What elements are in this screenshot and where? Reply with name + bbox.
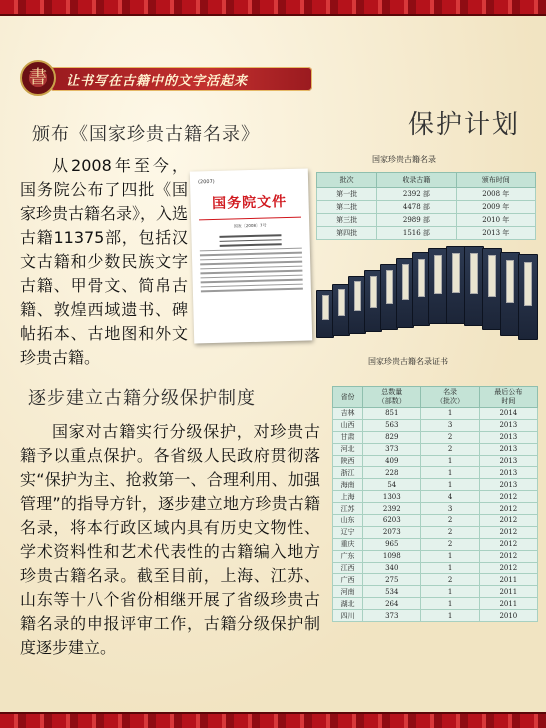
table-row	[317, 201, 536, 214]
table-cell: 江苏	[333, 503, 363, 515]
table-cell: 2009 年	[456, 201, 535, 214]
table-row	[333, 574, 538, 586]
table-cell: 264	[363, 598, 421, 610]
table-cell: 1	[421, 550, 479, 562]
table-cell: 1516 部	[377, 227, 456, 240]
section-title-catalog: 颁布《国家珍贵古籍名录》	[32, 124, 260, 145]
table-cell: 2014	[479, 408, 537, 420]
table-row	[333, 538, 538, 550]
table-cell: 广西	[333, 574, 363, 586]
provincial-catalog-table	[332, 386, 538, 622]
table-cell: 重庆	[333, 538, 363, 550]
table-cell: 228	[363, 467, 421, 479]
table-cell: 上海	[333, 491, 363, 503]
banner-bar	[50, 67, 312, 91]
document-number: (2007)	[197, 178, 215, 186]
table-cell: 2012	[479, 526, 537, 538]
table-row	[333, 479, 538, 491]
table-cell: 1	[421, 455, 479, 467]
certificate-books-image	[312, 244, 540, 344]
table-row	[333, 455, 538, 467]
document-body-lines	[199, 234, 302, 292]
table-row	[333, 408, 538, 420]
table-row	[333, 586, 538, 598]
top-decorative-border	[0, 0, 546, 16]
banner	[20, 60, 310, 94]
catalog-paragraph-text: 从2008年至今，国务院公布了四批《国家珍贵古籍名录》，入选古籍11375部，包括汉文古籍和少数民族文字古籍、甲骨文、简帛古籍、敦煌西域遗书、碑帖拓本、古地图和外文珍贵古籍。	[20, 156, 189, 367]
table-cell: 1	[421, 562, 479, 574]
table-cell: 山东	[333, 515, 363, 527]
table-cell: 965	[363, 538, 421, 550]
table-cell: 1098	[363, 550, 421, 562]
table-row	[333, 526, 538, 538]
table-cell: 广东	[333, 550, 363, 562]
table-cell: 2012	[479, 550, 537, 562]
table-cell: 2013	[479, 431, 537, 443]
table-cell: 2012	[479, 515, 537, 527]
table1-header-batch: 批次	[317, 173, 377, 188]
table-cell: 湖北	[333, 598, 363, 610]
table1-header-date: 颁布时间	[456, 173, 535, 188]
table-cell: 2013	[479, 455, 537, 467]
table-cell: 2	[421, 431, 479, 443]
table-cell: 1	[421, 610, 479, 622]
table-cell: 409	[363, 455, 421, 467]
table-cell: 江西	[333, 562, 363, 574]
table-cell: 2	[421, 443, 479, 455]
grading-paragraph	[20, 420, 320, 660]
table-cell: 4	[421, 491, 479, 503]
table-cell: 2073	[363, 526, 421, 538]
table-row	[333, 550, 538, 562]
table-cell: 第四批	[317, 227, 377, 240]
table-row	[333, 443, 538, 455]
table-cell: 2010	[479, 610, 537, 622]
table-cell: 851	[363, 408, 421, 420]
table-cell: 2012	[479, 491, 537, 503]
table-cell: 1	[421, 408, 479, 420]
table-row	[317, 227, 536, 240]
table-cell: 2013	[479, 467, 537, 479]
table-cell: 340	[363, 562, 421, 574]
table-row	[333, 515, 538, 527]
table-cell: 河北	[333, 443, 363, 455]
table-cell: 甘肃	[333, 431, 363, 443]
table-cell: 2012	[479, 503, 537, 515]
table-cell: 2013	[479, 479, 537, 491]
table-cell: 2011	[479, 586, 537, 598]
table-cell: 2012	[479, 562, 537, 574]
table-cell: 海南	[333, 479, 363, 491]
table-row	[333, 562, 538, 574]
table-cell: 6203	[363, 515, 421, 527]
table-row	[333, 503, 538, 515]
table-row	[333, 467, 538, 479]
table2-header-count: 总数量 （部数）	[363, 387, 421, 408]
table-row	[333, 598, 538, 610]
table-cell: 3	[421, 419, 479, 431]
document-header: 国务院文件	[211, 194, 288, 212]
table-row	[317, 214, 536, 227]
table-cell: 山西	[333, 419, 363, 431]
table-cell: 2008 年	[456, 188, 535, 201]
table-cell: 54	[363, 479, 421, 491]
table-cell: 吉林	[333, 408, 363, 420]
table-cell: 534	[363, 586, 421, 598]
table-cell: 1	[421, 467, 479, 479]
document-red-rule	[199, 217, 301, 221]
table-cell: 275	[363, 574, 421, 586]
table-cell: 第三批	[317, 214, 377, 227]
table-cell: 2012	[479, 538, 537, 550]
table-row	[333, 491, 538, 503]
table-row	[333, 419, 538, 431]
table-cell: 河南	[333, 586, 363, 598]
table-cell: 2	[421, 515, 479, 527]
table-cell: 2989 部	[377, 214, 456, 227]
table-cell: 829	[363, 431, 421, 443]
certificate-caption: 国家珍贵古籍名录证书	[368, 357, 448, 366]
table-cell: 1	[421, 479, 479, 491]
table-cell: 373	[363, 610, 421, 622]
table-cell: 2013	[479, 419, 537, 431]
table1-caption: 国家珍贵古籍名录	[372, 155, 436, 164]
table-cell: 2	[421, 574, 479, 586]
table-cell: 2	[421, 538, 479, 550]
table-cell: 2011	[479, 598, 537, 610]
banner-text: 让书写在古籍中的文字活起来	[66, 74, 249, 89]
table-cell: 四川	[333, 610, 363, 622]
table2-header-batch: 名录 （批次）	[421, 387, 479, 408]
table-cell: 2392 部	[377, 188, 456, 201]
grading-paragraph-text: 国家对古籍实行分级保护，对珍贵古籍予以重点保护。各省级人民政府贯彻落实“保护为主、抢救第一、合理利用、加强管理”的指导方针，逐步建立地方珍贵古籍名录，将本行政区域内具有历史文物性、学术资料性和艺术代表性的古籍编入地方珍贵古籍名录。截至目前，上海、江苏、山东等十八个省份相继开展了省级珍贵古籍名录的申报评审工作，古籍分级保护制度逐步建立。	[20, 422, 320, 657]
table-cell: 第一批	[317, 188, 377, 201]
table-cell: 563	[363, 419, 421, 431]
table-cell: 373	[363, 443, 421, 455]
national-catalog-table	[316, 172, 536, 240]
table-cell: 2013 年	[456, 227, 535, 240]
table1-header-count: 收录古籍	[377, 173, 456, 188]
table-cell: 2	[421, 526, 479, 538]
table-row	[333, 431, 538, 443]
table-cell: 1	[421, 586, 479, 598]
table-cell: 浙江	[333, 467, 363, 479]
table-cell: 1303	[363, 491, 421, 503]
book-seal-logo-icon: 書	[20, 60, 56, 96]
table-cell: 1	[421, 598, 479, 610]
table2-header-time: 最后公布 时间	[479, 387, 537, 408]
plan-title: 保护计划	[408, 110, 521, 140]
table-cell: 4478 部	[377, 201, 456, 214]
table-cell: 辽宁	[333, 526, 363, 538]
table-row	[317, 188, 536, 201]
catalog-paragraph	[20, 154, 188, 370]
document-ref: 国发〔2008〕7号	[233, 222, 267, 229]
bottom-decorative-border	[0, 712, 546, 728]
state-council-document-image	[190, 168, 312, 343]
table-cell: 2010 年	[456, 214, 535, 227]
table-cell: 陕西	[333, 455, 363, 467]
table2-header-province: 省份	[333, 387, 363, 408]
table-cell: 3	[421, 503, 479, 515]
table-cell: 2011	[479, 574, 537, 586]
section-title-grading: 逐步建立古籍分级保护制度	[28, 388, 256, 409]
table-row	[333, 610, 538, 622]
table-cell: 2013	[479, 443, 537, 455]
table-cell: 第二批	[317, 201, 377, 214]
table-cell: 2392	[363, 503, 421, 515]
